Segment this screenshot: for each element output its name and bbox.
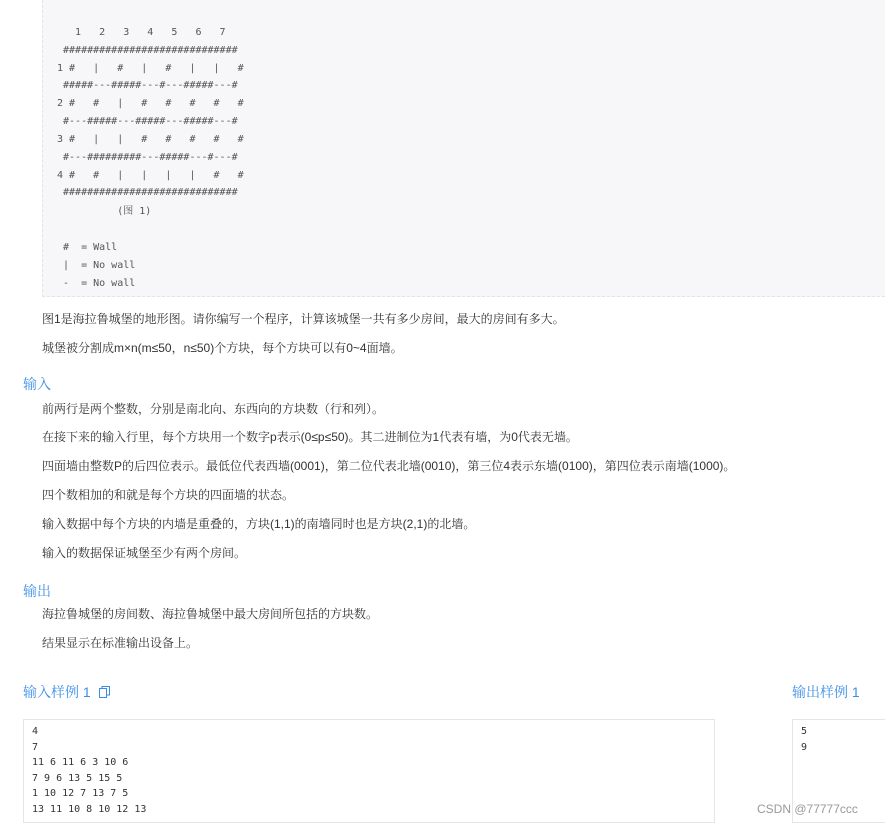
diagram-line: 3 # | | # # # # # — [57, 134, 244, 145]
diagram-line: ############################# — [57, 45, 238, 56]
legend-no-wall-vertical: | = No wall — [57, 260, 136, 271]
sample-input-title — [23, 683, 110, 701]
sample-input-line: 1 10 12 7 13 7 5 — [32, 788, 129, 799]
description-paragraph: 城堡被分割成m×n(m≤50，n≤50)个方块，每个方块可以有0~4面墙。 — [42, 341, 403, 355]
output-section-title: 输出 — [23, 583, 51, 599]
sample-input-box — [23, 719, 715, 823]
input-paragraph: 四个数相加的和就是每个方块的四面墙的状态。 — [42, 488, 295, 502]
sample-input-line: 11 6 11 6 3 10 6 — [32, 757, 129, 768]
sample-input-line: 7 — [32, 741, 39, 753]
description-paragraph: 图1是海拉鲁城堡的地形图。请你编写一个程序，计算该城堡一共有多少房间，最大的房间有多大。 — [42, 312, 565, 326]
input-paragraph: 四面墙由整数P的后四位表示。最低位代表西墙(0001)，第二位代表北墙(0010)，第三位4表示东墙(0100)，第四位表示南墙(1000)。 — [42, 459, 736, 473]
diagram-line: #---#####---#####---#####---# — [57, 116, 238, 127]
input-paragraph: 前两行是两个整数，分别是南北向、东西向的方块数（行和列）。 — [42, 402, 385, 416]
sample-input-line: 13 11 10 8 10 12 13 — [32, 803, 147, 815]
output-paragraph: 结果显示在标准输出设备上。 — [42, 636, 199, 650]
copy-icon[interactable] — [99, 684, 110, 696]
diagram-line: #####---#####---#---#####---# — [57, 80, 238, 91]
output-paragraph: 海拉鲁城堡的房间数、海拉鲁城堡中最大房间所包括的方块数。 — [42, 607, 379, 621]
diagram-code-block — [42, 0, 885, 297]
input-paragraph: 在接下来的输入行里，每个方块用一个数字p表示(0≤p≤50)。其二进制位为1代表有墙，为0代表无墙。 — [42, 430, 578, 444]
input-section-title: 输入 — [23, 376, 51, 392]
diagram-line: #---#########---#####---#---# — [57, 152, 238, 163]
input-paragraph: 输入的数据保证城堡至少有两个房间。 — [42, 546, 247, 560]
legend-wall: # = Wall — [57, 242, 118, 253]
sample-output-title: 输出样例 1 — [792, 684, 860, 700]
legend-no-wall-horizontal: - = No wall — [57, 278, 136, 289]
sample-output-line: 5 — [801, 726, 808, 737]
diagram-line: ############################# — [57, 187, 238, 198]
sample-input-line: 4 — [32, 726, 39, 737]
diagram-line: 2 # # | # # # # # — [57, 98, 244, 109]
diagram-line: 1 # | # | # | | # — [57, 63, 244, 74]
sample-input-line: 7 9 6 13 5 15 5 — [32, 772, 123, 784]
input-paragraph: 输入数据中每个方块的内墙是重叠的，方块(1,1)的南墙同时也是方块(2,1)的北墙。 — [42, 517, 476, 531]
diagram-line: 4 # # | | | | # # — [57, 170, 244, 181]
csdn-watermark: CSDN @77777ccc — [757, 802, 858, 816]
diagram-caption: (图 1) — [57, 206, 152, 217]
sample-input-title-text: 输入样例 1 — [23, 684, 91, 700]
sample-output-line: 9 — [801, 741, 808, 753]
diagram-line: 1 2 3 4 5 6 7 — [57, 27, 226, 38]
